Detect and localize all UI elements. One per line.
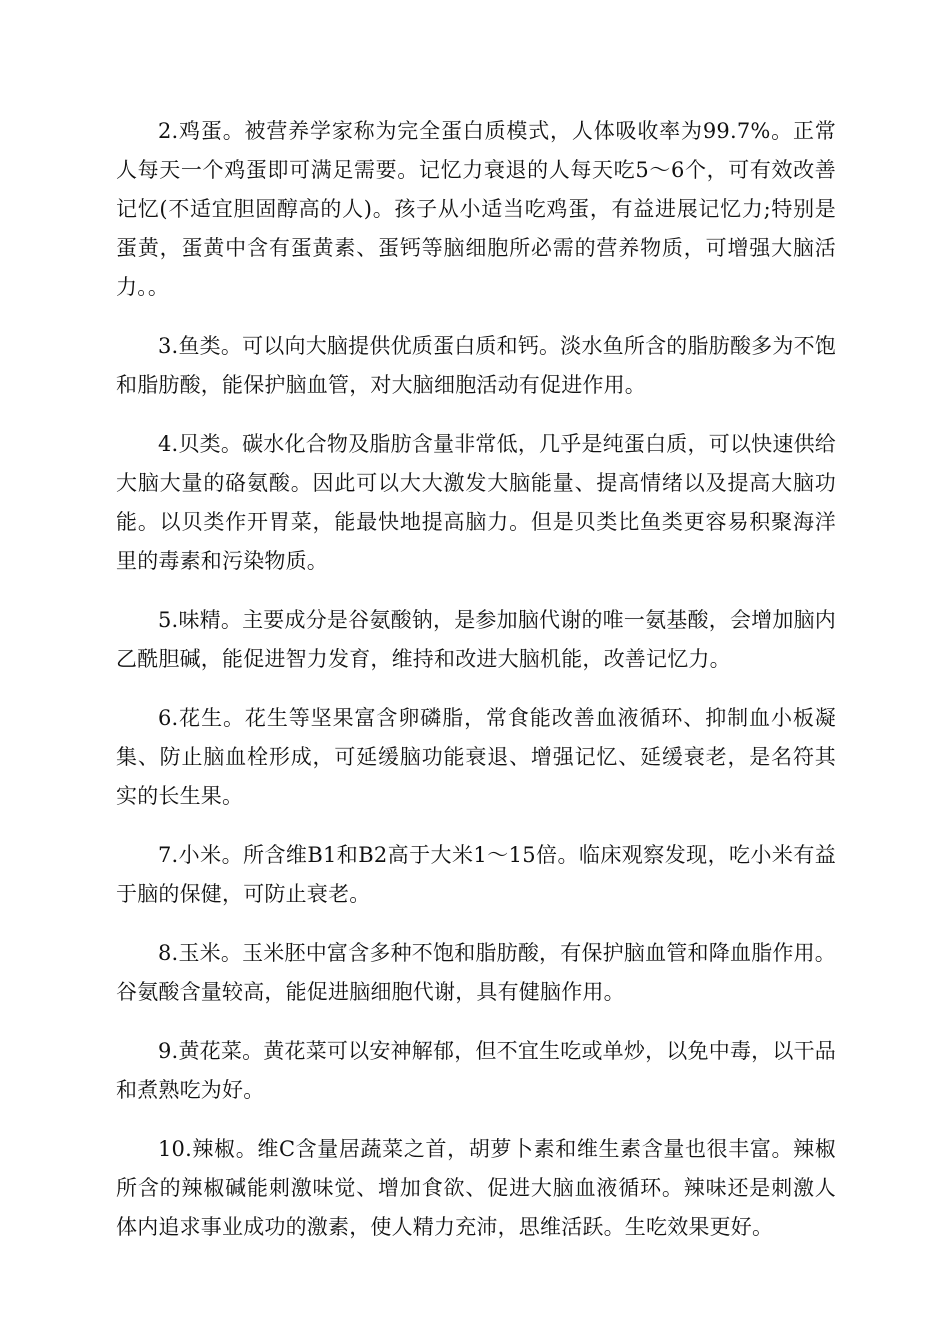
paragraph-daylily: 9.黄花菜。黄花菜可以安神解郁，但不宜生吃或单炒，以免中毒，以干品和煮熟吃为好。 (116, 1039, 836, 1102)
paragraph-corn: 8.玉米。玉米胚中富含多种不饱和脂肪酸，有保护脑血管和降血脂作用。谷氨酸含量较高，能促进脑细胞代谢，具有健脑作用。 (116, 941, 836, 1004)
paragraph-eggs: 2.鸡蛋。被营养学家称为完全蛋白质模式，人体吸收率为99.7%。正常人每天一个鸡蛋即可满足需要。记忆力衰退的人每天吃5～6个，可有效改善记忆(不适宜胆固醇高的人)。孩子从小适当吃鸡蛋，有益进展记忆力;特别是蛋黄，蛋黄中含有蛋黄素、蛋钙等脑细胞所必需的营养物质，可增强大脑活力。。 (116, 119, 836, 299)
paragraph-millet: 7.小米。所含维B1和B2高于大米1～15倍。临床观察发现，吃小米有益于脑的保健，可防止衰老。 (116, 843, 836, 906)
paragraph-shellfish: 4.贝类。碳水化合物及脂肪含量非常低，几乎是纯蛋白质，可以快速供给大脑大量的硌氨酸。因此可以大大激发大脑能量、提高情绪以及提高大脑功能。以贝类作开胃菜，能最快地提高脑力。但是贝类比鱼类更容易积聚海洋里的毒素和污染物质。 (116, 432, 836, 573)
paragraph-msg: 5.味精。主要成分是谷氨酸钠，是参加脑代谢的唯一氨基酸，会增加脑内乙酰胆碱，能促进智力发育，维持和改进大脑机能，改善记忆力。 (116, 608, 836, 671)
document-body (116, 112, 836, 1267)
paragraph-chili: 10.辣椒。维C含量居蔬菜之首，胡萝卜素和维生素含量也很丰富。辣椒所含的辣椒碱能刺激味觉、增加食欲、促进大脑血液循环。辣味还是刺激人体内追求事业成功的激素，使人精力充沛，思维活跃。生吃效果更好。 (116, 1137, 836, 1239)
paragraph-fish: 3.鱼类。可以向大脑提供优质蛋白质和钙。淡水鱼所含的脂肪酸多为不饱和脂肪酸，能保护脑血管，对大脑细胞活动有促进作用。 (116, 334, 836, 397)
paragraph-peanuts: 6.花生。花生等坚果富含卵磷脂，常食能改善血液循环、抑制血小板凝集、防止脑血栓形成，可延缓脑功能衰退、增强记忆、延缓衰老，是名符其实的长生果。 (116, 706, 836, 808)
